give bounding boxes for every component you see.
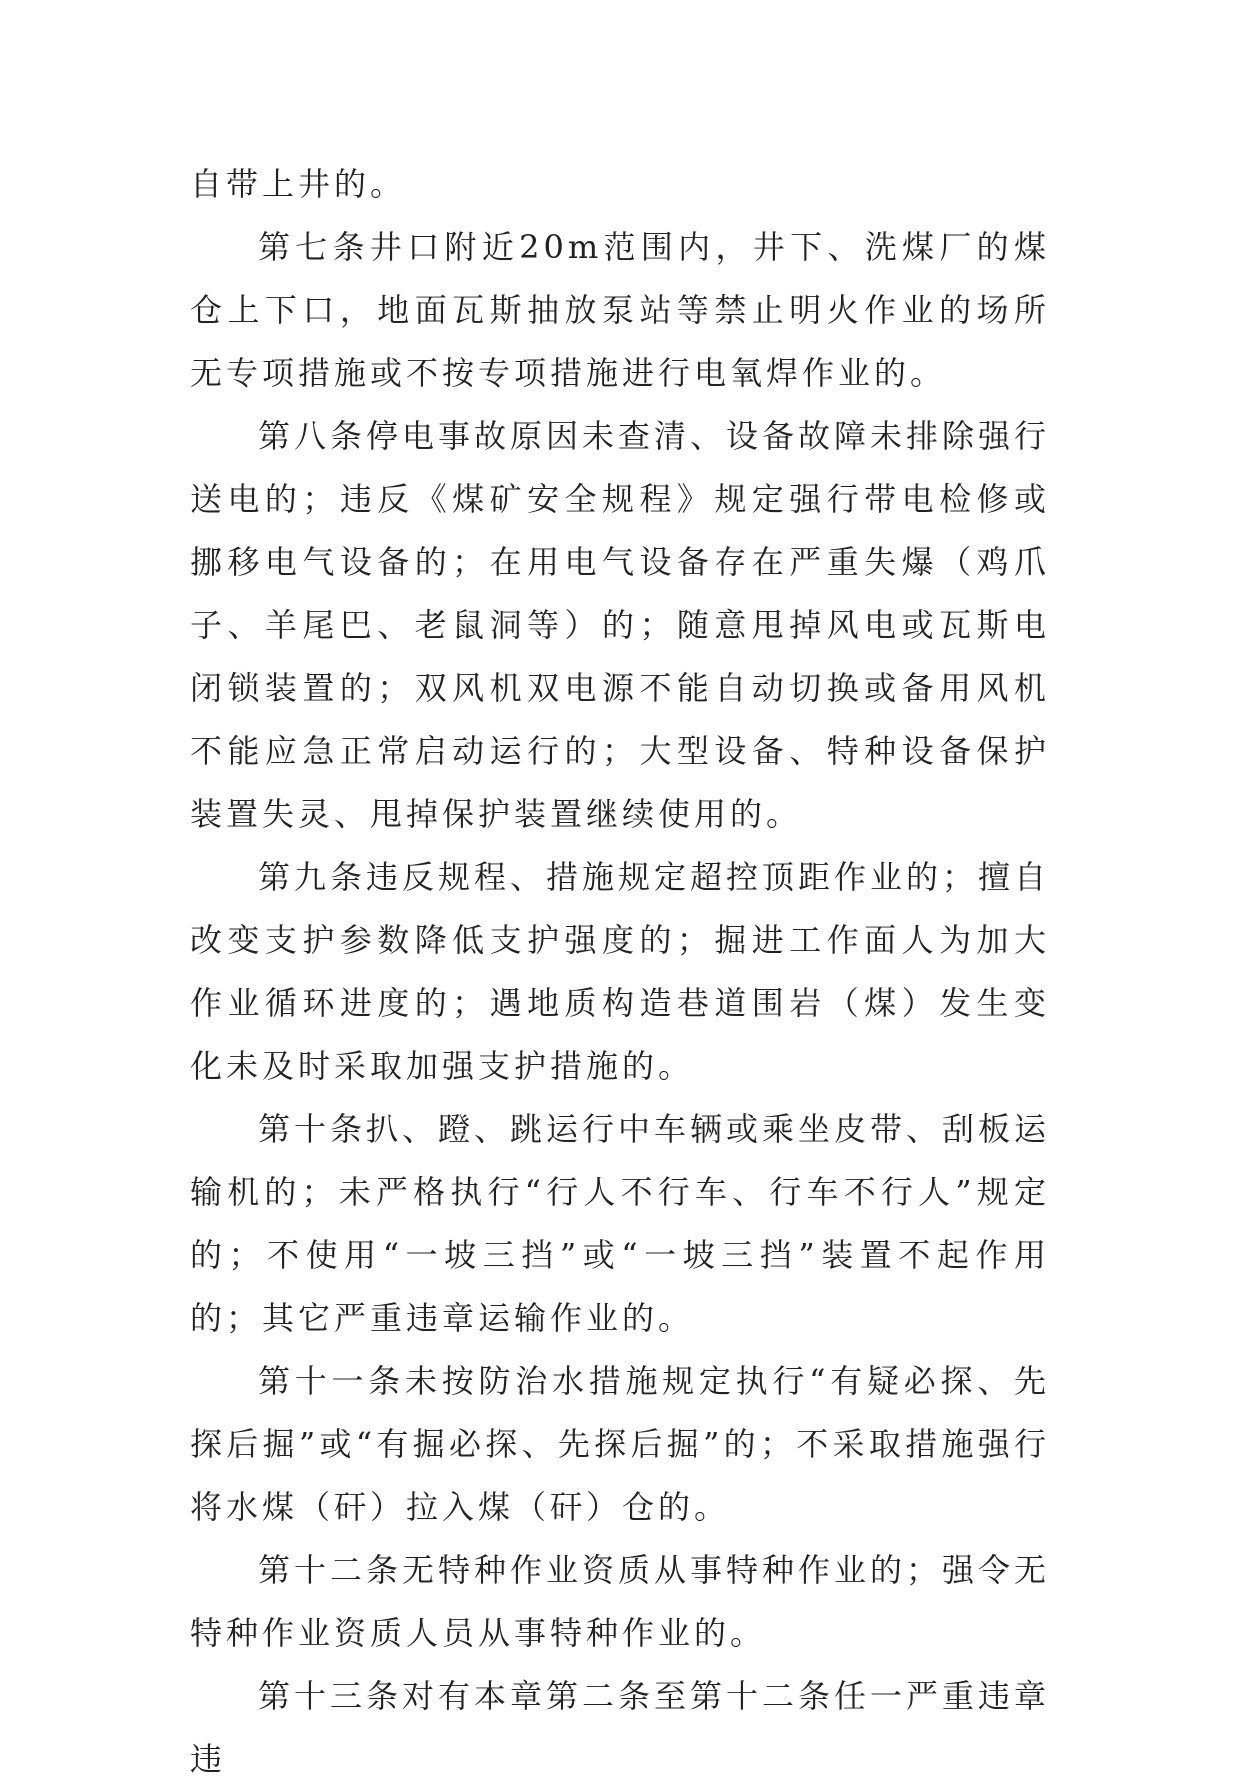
document-body [190, 153, 1050, 1791]
paragraph-article-8: 第八条停电事故原因未查清、设备故障未排除强行送电的；违反《煤矿安全规程》规定强行带电检修或挪移电气设备的；在用电气设备存在严重失爆（鸡爪子、羊尾巴、老鼠洞等）的；随意甩掉风电或瓦斯电闭锁装置的；双风机双电源不能自动切换或备用风机不能应急正常启动运行的；大型设备、特种设备保护装置失灵、甩掉保护装置继续使用的。 [190, 417, 1051, 833]
paragraph-article-9: 第九条违反规程、措施规定超控顶距作业的；擅自改变支护参数降低支护强度的；掘进工作面人为加大作业循环进度的；遇地质构造巷道围岩（煤）发生变化未及时采取加强支护措施的。 [190, 858, 1051, 1085]
paragraph-continuation: 自带上井的。 [190, 165, 407, 203]
paragraph-article-7: 第七条井口附近20m范围内，井下、洗煤厂的煤仓上下口，地面瓦斯抽放泵站等禁止明火作业的场所无专项措施或不按专项措施进行电氧焊作业的。 [190, 228, 1050, 392]
paragraph-article-13: 第十三条对有本章第二条至第十二条任一严重违章违 [190, 1677, 1051, 1778]
paragraph-article-10: 第十条扒、蹬、跳运行中车辆或乘坐皮带、刮板运输机的；未严格执行“行人不行车、行车不行人”规定的；不使用“一坡三挡”或“一坡三挡”装置不起作用的；其它严重违章运输作业的。 [190, 1110, 1051, 1337]
paragraph-article-11: 第十一条未按防治水措施规定执行“有疑必探、先探后掘”或“有掘必探、先探后掘”的；不采取措施强行将水煤（矸）拉入煤（矸）仓的。 [190, 1362, 1050, 1526]
paragraph-article-12: 第十二条无特种作业资质从事特种作业的；强令无特种作业资质人员从事特种作业的。 [190, 1551, 1051, 1652]
